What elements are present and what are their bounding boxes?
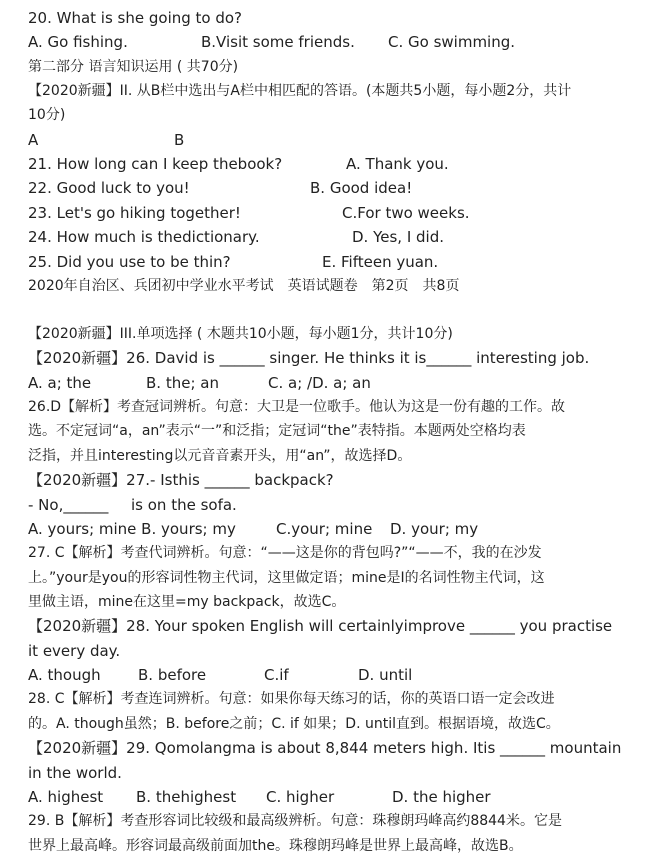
question-20: 20. What is she going to do? (28, 9, 243, 27)
section-2-heading-cont: 10分) (28, 107, 66, 123)
option-b: B. the; an (146, 374, 219, 392)
option-d: D. your; my (390, 520, 479, 538)
explanation-27: 27. C【解析】考查代词辨析。句意：“——这是你的背包吗?”“——不，我的在沙发 (28, 545, 542, 561)
explanation-27: 上。”your是you的形容词性物主代词，这里做定语；mine是I的名词性物主代词，这 (28, 570, 545, 586)
match-b: A. Thank you. (346, 155, 449, 173)
match-row (28, 225, 649, 249)
match-a: 22. Good luck to you! (28, 179, 190, 197)
explanation-28: 28. C【解析】考查连词辨析。句意：如果你每天练习的话，你的英语口语一定会改进 (28, 691, 555, 707)
option-c: C.if (264, 666, 289, 684)
match-a: 23. Let's go hiking together! (28, 204, 241, 222)
match-b: D. Yes, I did. (352, 228, 445, 246)
match-b: E. Fifteen yuan. (322, 253, 439, 271)
column-a-header: A (28, 131, 39, 149)
stem-part: is on the sofa. (131, 496, 237, 514)
section-2-heading: 【2020新疆】II. 从B栏中选出与A栏中相匹配的答语。(本题共5小题，每小题2分，共计 (28, 83, 572, 99)
question-28-cont: it every day. (28, 642, 121, 660)
question-27: 【2020新疆】27.- Isthis ______ backpack? (28, 471, 334, 489)
option-c-d: C. a; /D. a; an (268, 374, 371, 392)
part-2-title: 第二部分 语言知识运用 ( 共70分) (28, 59, 239, 75)
question-28: 【2020新疆】28. Your spoken English will certainlyimprove ______ you practise (28, 617, 613, 635)
question-29-cont: in the world. (28, 764, 122, 782)
option-a: A. though (28, 666, 101, 684)
question-27-line2 (28, 493, 649, 517)
section-3-heading: 【2020新疆】III.单项选择 ( 木题共10小题，每小题1分，共计10分) (28, 326, 453, 342)
explanation-28: 的。A. though虽然；B. before之前；C. if 如果；D. until直到。根据语境，故选C。 (28, 716, 560, 732)
option-c: C. Go swimming. (388, 33, 516, 51)
option-b: B. before (138, 666, 207, 684)
explanation-26: 选。不定冠词“a，an”表示“一”和泛指；定冠词“the”表特指。本题两处空格均表 (28, 423, 526, 439)
option-a: A. a; the (28, 374, 92, 392)
match-a: 24. How much is thedictionary. (28, 228, 260, 246)
option-a: A. highest (28, 788, 104, 806)
stem-part: - No,______ (28, 496, 109, 514)
question-26: 【2020新疆】26. David is ______ singer. He thinks it is______ interesting job. (28, 349, 590, 367)
match-a: 21. How long can I keep thebook? (28, 155, 283, 173)
match-a: 25. Did you use to be thin? (28, 253, 231, 271)
explanation-27: 里做主语，mine在这里=my backpack，故选C。 (28, 594, 346, 610)
question-20-options (28, 30, 649, 54)
match-row (28, 250, 649, 274)
question-28-options (28, 663, 649, 687)
question-29-options (28, 785, 649, 809)
option-d: D. the higher (392, 788, 491, 806)
question-26-options (28, 371, 649, 395)
option-a: A. Go fishing. (28, 33, 128, 51)
match-row (28, 201, 649, 225)
explanation-29: 世界上最高峰。形容词最高级前面加the。珠穆朗玛峰是世界上最高峰，故选B。 (28, 838, 523, 854)
question-29: 【2020新疆】29. Qomolangma is about 8,844 meters high. Itis ______ mountain (28, 739, 622, 757)
option-c: C.your; mine (276, 520, 373, 538)
question-27-options (28, 517, 649, 541)
match-b: B. Good idea! (310, 179, 413, 197)
option-b: B.Visit some friends. (201, 33, 355, 51)
option-a-b: A. yours; mine B. yours; my (28, 520, 236, 538)
page-footer: 2020年自治区、兵团初中学业水平考试 英语试题卷 第2页 共8页 (28, 278, 460, 294)
column-headers (28, 128, 649, 152)
explanation-26: 26.D【解析】考查冠词辨析。句意：大卫是一位歌手。他认为这是一份有趣的工作。故 (28, 399, 566, 415)
match-row (28, 176, 649, 200)
option-c: C. higher (266, 788, 335, 806)
match-b: C.For two weeks. (342, 204, 470, 222)
column-b-header: B (174, 131, 185, 149)
option-d: D. until (358, 666, 413, 684)
match-row (28, 152, 649, 176)
option-b: B. thehighest (136, 788, 237, 806)
explanation-26: 泛指，并且interesting以元音音素开头，用“an”，故选择D。 (28, 448, 412, 464)
explanation-29: 29. B【解析】考查形容词比较级和最高级辨析。句意：珠穆朗玛峰高约8844米。它是 (28, 813, 562, 829)
